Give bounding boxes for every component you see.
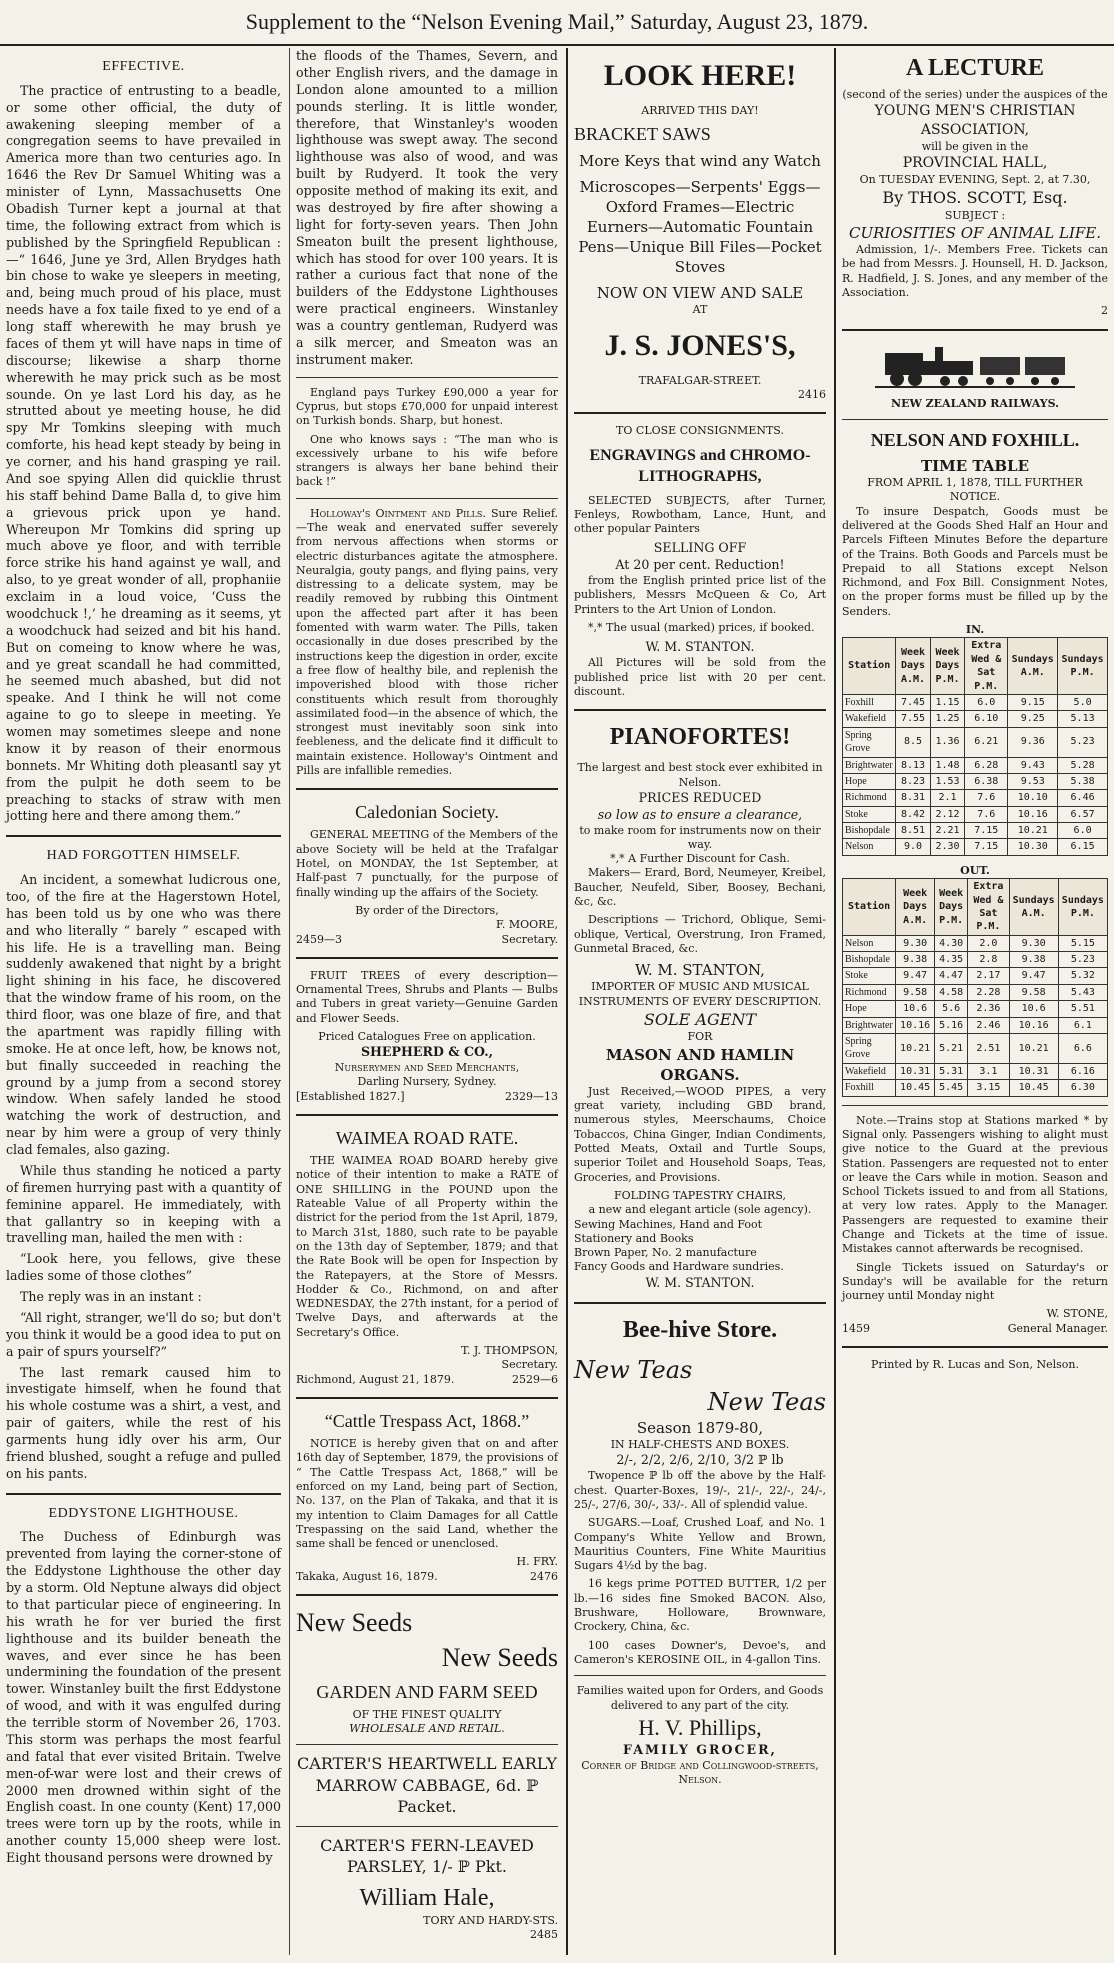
sewing: Sewing Machines, Hand and Foot: [574, 1217, 763, 1231]
header-cell: Week Days P.M.: [930, 638, 964, 695]
new-teas-1: New Teas: [574, 1355, 693, 1384]
table-cell: 7.6: [965, 790, 1008, 806]
table-cell: 6.0: [1058, 823, 1108, 839]
table-cell: Stoke: [843, 968, 896, 984]
table-cell: 1.25: [930, 711, 964, 727]
eddystone-title: EDDYSTONE LIGHTHOUSE.: [48, 1505, 239, 1521]
subject-label: SUBJECT :: [944, 208, 1006, 222]
tuesday: On TUESDAY EVENING, Sept. 2, at 7.30,: [859, 173, 1091, 186]
table-cell: 10.21: [1008, 823, 1058, 839]
forgotten-title: HAD FORGOTTEN HIMSELF.: [46, 848, 241, 864]
microscopes: Microscopes—Serpents' Eggs—Oxford Frames—Electric Eurners—Automatic Fountain Pens—Unique Bill Files—Pocket Stoves: [578, 177, 822, 277]
table-cell: 2.46: [968, 1017, 1009, 1033]
table-cell: 10.16: [1008, 806, 1058, 822]
lecture-num: 2: [1101, 304, 1108, 318]
table-row: [843, 790, 1108, 806]
caledonian-num: 2459—3: [296, 932, 342, 946]
waimea-num: 2529—6: [512, 1372, 558, 1386]
table-cell: 10.21: [1009, 1034, 1058, 1064]
further-discount: *,* A Further Discount for Cash.: [610, 852, 790, 866]
quote-note: One who knows says : “The man who is excessively urbane to his wife before strangers is always her bane behind their back !”: [296, 432, 558, 489]
table-cell: Foxhill: [843, 1080, 896, 1096]
table-cell: 9.25: [1008, 711, 1058, 727]
table-cell: 6.6: [1058, 1034, 1107, 1064]
table-cell: 2.0: [968, 935, 1009, 951]
trafalgar: TRAFALGAR-STREET.: [638, 373, 762, 387]
table-cell: 5.43: [1058, 984, 1107, 1000]
just-received: Just Received,—WOOD PIPES, a very great variety, including GBD brand, numerous styles, Meerschaums, Choice Tobaccos, China Ginger, Indian Condiments, Potted Meats, Oxtail and Turtle Soups, superior Toilet and Household Soaps, Teas, Groceries, and Provisions.: [574, 1084, 826, 1184]
butter-kegs: 16 kegs prime POTTED BUTTER, 1/2 per lb.—16 sides fine Smoked BACON. Also, Brushware, Holloware, Brownware, Crockery, China, &c.: [574, 1577, 826, 1634]
divider: [296, 1744, 558, 1745]
table-row: [843, 694, 1108, 710]
table-cell: 3.1: [968, 1063, 1009, 1079]
shepherd-est: [Established 1827.]: [296, 1089, 405, 1103]
divider: [574, 709, 826, 711]
table-cell: 9.43: [1008, 757, 1058, 773]
divider: [574, 1302, 826, 1304]
table-row: [843, 773, 1108, 789]
waimea-sig: T. J. THOMPSON,: [461, 1344, 558, 1358]
table-cell: 4.58: [935, 984, 968, 1000]
table-row: [843, 952, 1108, 968]
hale-address: TORY AND HARDY-STS.: [423, 1913, 558, 1927]
stanton-3: W. M. STANTON.: [645, 1274, 755, 1290]
table-cell: 6.16: [1058, 1063, 1107, 1079]
lecture-second: (second of the series) under the auspices of the: [842, 88, 1108, 102]
table-cell: Nelson: [843, 935, 896, 951]
header-cell: Sundays A.M.: [1009, 879, 1058, 936]
table-row: [843, 711, 1108, 727]
table-cell: 10.45: [1009, 1080, 1058, 1096]
table-cell: Hope: [843, 1001, 896, 1017]
waimea-role: Secretary.: [501, 1358, 558, 1372]
table-cell: 10.10: [1008, 790, 1058, 806]
stationery: Stationery and Books: [574, 1231, 694, 1245]
header-cell: Week Days A.M.: [896, 638, 930, 695]
divider: [296, 377, 558, 378]
new-teas-2: New Teas: [707, 1387, 826, 1416]
bracket-saws: BRACKET SAWS: [574, 124, 711, 145]
garden-sub2: WHOLESALE AND RETAIL.: [349, 1722, 505, 1736]
waimea-text: THE WAIMEA ROAD BOARD hereby give notice of their intention to make a RATE of ONE SHILLING in the POUND upon the Rateable Value of all Property within the district for the period from the 1st April, 1879, to March 31st, 1880, such rate to be payable on the 13th day of September, 1879; and that the Rate Book will be open for Inspection by the Ratepayers, at the Store of Messrs. Hodder & Co., Richmond, on and after WEDNESDAY, the 27th instant, for a period of Twelve Days, and afterwards at the Secretary's Office.: [296, 1154, 558, 1339]
timetable-in-body: [843, 694, 1108, 855]
stanton-2: W. M. STANTON,: [635, 961, 765, 980]
table-cell: 5.38: [1058, 773, 1108, 789]
train-icon: [875, 341, 1075, 391]
table-cell: 4.30: [935, 935, 968, 951]
table-cell: 7.15: [965, 839, 1008, 855]
railway-note: Note.—Trains stop at Stations marked * by Signal only. Passengers wishing to alight must give notice to the Guard at the previous Station. Passengers are requested not to enter or leave the Cars while in motion. Season and School Tickets issued to and from all Stations, at very low rates. Apply to the Manager. Passengers are requested to examine their Change and Tickets at the time of issue. Mistakes cannot afterwards be recognised.: [842, 1113, 1108, 1256]
table-row: [843, 984, 1108, 1000]
divider: [842, 329, 1108, 331]
effective-title: EFFECTIVE.: [102, 59, 185, 74]
reduction: At 20 per cent. Reduction!: [615, 557, 785, 573]
table-cell: 8.51: [896, 823, 930, 839]
jones-num: 2416: [798, 388, 826, 402]
folding-chairs: FOLDING TAPESTRY CHAIRS,: [614, 1188, 786, 1202]
table-cell: Richmond: [843, 790, 896, 806]
table-cell: 6.1: [1058, 1017, 1107, 1033]
table-cell: Brightwater: [843, 757, 896, 773]
table-cell: 9.58: [896, 984, 935, 1000]
brown-paper: Brown Paper, No. 2 manufacture: [574, 1246, 757, 1260]
table-cell: Bishopdale: [843, 823, 896, 839]
tea-prices: 2/-, 2/2, 2/6, 2/10, 3/2 ℙ lb: [616, 1452, 784, 1468]
header-cell: Week Days P.M.: [935, 879, 968, 936]
caledonian-sig: F. MOORE,: [495, 918, 558, 932]
table-cell: 1.53: [930, 773, 964, 789]
makers: Makers— Erard, Bord, Neumeyer, Kreibel, Baucher, Neufeld, Siber, Boosey, Bechani, &c, &c.: [574, 866, 826, 909]
table-cell: 2.8: [968, 952, 1009, 968]
eddystone-cont: the floods of the Thames, Severn, and other English rivers, and the damage in London alone amounted to a million pounds sterling. It is little wonder, therefore, that Winstanley's wooden lighthouse was swept away. The second lighthouse was also of wood, and was built by Rudyerd. It took the very opposite method of making its exit, and was destroyed by fire after showing a light for forty-seven years. Then John Smeaton built the present lighthouse, which has stood for over 100 years. It is rather a curious fact that none of the builders of the Eddystone Lighthouses were practical engineers. Winstanley was a country gentleman, Rudyerd was a silk mercer, and Smeaton was an instrument maker.: [296, 48, 558, 367]
cattle-num: 2476: [530, 1569, 558, 1583]
holloway-title: Holloway's Ointment and Pills.: [310, 506, 486, 520]
table-cell: Hope: [843, 773, 896, 789]
table-cell: 7.15: [965, 823, 1008, 839]
chests: IN HALF-CHESTS AND BOXES.: [610, 1438, 790, 1452]
table-cell: 9.47: [1009, 968, 1058, 984]
column-4: [834, 48, 1114, 1955]
fruit-text: FRUIT TREES of every description—Ornamental Trees, Shrubs and Plants — Bulbs and Tubers in great variety—Genuine Garden and Flower Seeds.: [296, 968, 558, 1025]
families: Families waited upon for Orders, and Goods delivered to any part of the city.: [576, 1684, 824, 1712]
descriptions: Descriptions — Trichord, Oblique, Semi-oblique, Vertical, Overstrung, Iron Framed, Gunmetal Braced, &c.: [574, 913, 826, 955]
divider: [842, 1105, 1108, 1106]
table-cell: 5.16: [935, 1017, 968, 1033]
divider: [842, 1346, 1108, 1348]
divider: [296, 498, 558, 499]
column-3: [566, 48, 832, 1955]
waimea-title: WAIMEA ROAD RATE.: [335, 1128, 519, 1149]
table-cell: 5.6: [935, 1001, 968, 1017]
nelson-foxhill: NELSON AND FOXHILL.: [870, 429, 1080, 450]
table-cell: 10.31: [896, 1063, 935, 1079]
header-cell: Station: [843, 638, 896, 695]
caledonian-by: By order of the Directors,: [355, 903, 499, 917]
william-hale: William Hale,: [359, 1884, 495, 1911]
table-cell: 5.21: [935, 1034, 968, 1064]
by-scott: By THOS. SCOTT, Esq.: [882, 188, 1068, 208]
holloway-text: Sure Relief.—The weak and enervated suffer severely from nervous affections when storms or electric disturbances agitate the atmosphere. Neuralgia, gouty pangs, and flying pains, very distressing to a delicate system, may be readily removed by rubbing this Ointment upon the affected part after it has been fomented with warm water. The Pills, taken occasionally in due doses prescribed by the instructions keep the digestion in order, excite a free flow of healthy bile, and replenish the impoverished blood with those richer constituents which result from thoroughly assimilated food—in the absence of which, the strongest must inevitably soon sink into feebleness, and the delicate find it difficult to maintain existence. Holloway's Ointment and Pills are infallible remedies.: [296, 506, 558, 778]
table-row: [843, 968, 1108, 984]
eddystone-text: The Duchess of Edinburgh was prevented from laying the corner-stone of the Eddystone Lighthouse the other day by a storm. Old Neptune always did object to that particular piece of engineering. In his wrath he for ver buried the first lighthouse and its builder beneath the waves, and ever since he has been undermining the foundation of the present tower. Winstanley built the first Eddystone of wood, and with it was engulfed during the terrible storm of November 26, 1703. This storm was perhaps the most fearful and fatal that ever visited Britain. Twelve men-of-war were lost and their crews of 2000 men drowned within sight of the English coast. In one county (Kent) 17,000 trees were torn up by the roots, while in another county 15,000 sheep were lost. Eight thousand persons were drowned by: [6, 1529, 281, 1865]
from-date: FROM APRIL 1, 1878, TILL FURTHER NOTICE.: [867, 476, 1083, 504]
divider: [574, 1675, 826, 1676]
table-row: [843, 727, 1108, 757]
table-cell: 10.31: [1009, 1063, 1058, 1079]
table-cell: 9.53: [1008, 773, 1058, 789]
from-list: from the English printed price list of the publishers, Messrs McQueen & Co, Art Printers to the Art Union of London.: [574, 574, 826, 616]
kerosine: 100 cases Downer's, Devoe's, and Cameron's KEROSINE OIL, in 4-gallon Tins.: [574, 1638, 826, 1666]
selected: SELECTED SUBJECTS, after Turner, Fenleys, Rowbotham, Lance, Hunt, and other popular Painters: [574, 493, 826, 536]
garden-sub: OF THE FINEST QUALITY: [352, 1707, 502, 1721]
table-cell: 5.51: [1058, 1001, 1107, 1017]
on-view: NOW ON VIEW AND SALE: [596, 284, 804, 303]
cyprus-note: England pays Turkey £90,000 a year for Cyprus, but stops £70,000 for unpaid interest on Turkish bonds. Sharp, but honest.: [296, 385, 558, 428]
divider: [296, 1114, 558, 1116]
phillips: H. V. Phillips,: [638, 1714, 762, 1740]
table-cell: 8.13: [896, 757, 930, 773]
table-cell: 10.45: [896, 1080, 935, 1096]
column-2: [289, 48, 564, 1955]
look-here: LOOK HERE!: [603, 59, 797, 92]
table-cell: 8.23: [896, 773, 930, 789]
table-cell: 5.0: [1058, 694, 1108, 710]
table-cell: 2.21: [930, 823, 964, 839]
beehive-store: Bee-hive Store.: [622, 1316, 778, 1343]
header-cell: Week Days A.M.: [896, 879, 935, 936]
table-cell: Spring Grove: [843, 1034, 896, 1064]
caledonian-role: Secretary.: [501, 932, 558, 946]
table-cell: 6.0: [965, 694, 1008, 710]
stone-sig: W. STONE,: [1046, 1307, 1108, 1321]
table-cell: 6.15: [1058, 839, 1108, 855]
table-cell: 1.48: [930, 757, 964, 773]
shepherd-loc: Darling Nursery, Sydney.: [357, 1075, 497, 1089]
shepherd-num: 2329—13: [505, 1089, 558, 1103]
twopence: Twopence ℙ lb off the above by the Half-chest. Quarter-Boxes, 19/-, 21/-, 22/-, 24/-, 25/-, 27/6, 30/-, 33/-. All of splendid value.: [574, 1469, 826, 1511]
printed-by: Printed by R. Lucas and Son, Nelson.: [871, 1358, 1079, 1372]
curiosities: CURIOSITIES OF ANIMAL LIFE.: [848, 224, 1102, 243]
column-1: [0, 48, 287, 1955]
engravings: ENGRAVINGS and CHROMO-LITHOGRAPHS,: [589, 446, 811, 486]
caledonian-text: GENERAL MEETING of the Members of the above Society will be held at the Trafalgar Hotel, on MONDAY, the 1st September, at Half-past 7 punctually, for the purpose of finally winding up the affairs of the Society.: [296, 828, 558, 899]
lecture-title: A LECTURE: [905, 55, 1045, 81]
table-row: [843, 935, 1108, 951]
table-cell: 9.38: [1009, 952, 1058, 968]
table-cell: 10.30: [1008, 839, 1058, 855]
header-cell: Sundays P.M.: [1058, 638, 1108, 695]
table-cell: 2.17: [968, 968, 1009, 984]
waimea-date: Richmond, August 21, 1879.: [296, 1372, 455, 1386]
table-cell: 5.31: [935, 1063, 968, 1079]
timetable-out: [842, 878, 1108, 1096]
shepherd-sub: Nurserymen and Seed Merchants,: [334, 1061, 520, 1075]
table-cell: Stoke: [843, 806, 896, 822]
nz-railways: NEW ZEALAND RAILWAYS.: [891, 396, 1059, 410]
table-cell: 9.30: [896, 935, 935, 951]
fancy-goods: Fancy Goods and Hardware sundries.: [574, 1260, 784, 1274]
provincial-hall: PROVINCIAL HALL,: [902, 155, 1048, 172]
table-cell: Wakefield: [843, 711, 896, 727]
importer: IMPORTER OF MUSIC AND MUSICAL INSTRUMENTS OF EVERY DESCRIPTION.: [578, 980, 822, 1008]
table-cell: 8.31: [896, 790, 930, 806]
table-cell: 5.15: [1058, 935, 1107, 951]
clearance: so low as to ensure a clearance,: [597, 806, 803, 822]
table-cell: 2.28: [968, 984, 1009, 1000]
railway-num: 1459: [842, 1321, 870, 1335]
timetable-out-body: [843, 935, 1108, 1096]
table-cell: 7.45: [896, 694, 930, 710]
hale-num: 2485: [530, 1928, 558, 1942]
prices-reduced: PRICES REDUCED: [638, 789, 762, 805]
table-cell: 9.47: [896, 968, 935, 984]
largest-stock: The largest and best stock ever exhibited in Nelson.: [577, 761, 823, 789]
divider: [296, 1826, 558, 1827]
table-row: [843, 1001, 1108, 1017]
out-label: OUT.: [960, 863, 990, 877]
pianofortes: PIANOFORTES!: [609, 724, 791, 751]
table-cell: 10.16: [896, 1017, 935, 1033]
mason-hamlin: MASON AND HAMLIN ORGANS.: [605, 1045, 795, 1084]
table-row: [843, 823, 1108, 839]
header-cell: Sundays P.M.: [1058, 879, 1107, 936]
table-cell: 5.13: [1058, 711, 1108, 727]
table-cell: Bishopdale: [843, 952, 896, 968]
effective-text: The practice of entrusting to a beadle, or some other official, the duty of awakening sleeping member of a congregation seems to have prevailed in America more than two centuries ago. In 1646 the Rev Dr Samuel Whiting was a minister of Lynn, Massachusetts One Obadish Turner kept a journal at that time, the following extract from which is published by the Springfield Republican :—“ 1646, June ye 3rd, Allen Brydges hath bin chose to wake ye sleepers in meeting, and, being much proud of his place, must needs have a fox taile fixed to ye end of a long staff wherewith he may brush ye faces of them yt will have naps in time of discourse; likewise a sharp thorne wherewith he may prick such as be most sounde. On ye last Lord his day, as he strutted about ye meeting house, he did spy Mr Tomkins sleeping with much comforte, his head kept steady by being in ye corner, and his hand grasping ye rail. And soe spying Allen did quicklie thrust his staff behind Dame Balla d, to give him a grievous prick upon ye hand. Whereupon Mr Tomkins did spring up much above ye floor, and with terrible force strike his hand against ye wall, and also, to ye great wonder of all, prophaniie exclaim in a loud voice, ‘Cuss the woodchuck !,’ he dreaming as it seems, yt a woodchuck had seized and bit his hand. But on comeing to know where he was, and ye great scandall he had committed, he seemed much abashed, but did not speake. And I think he will not come againe to go to sleepe in meeting. Ye women may sometimes sleepe and none know it by reason of their enormous bonnets. Mr Whiting doth pleasantl say yt from the pulpit he doth seem to be preaching to stacks of straw with men jotting here and there among them.”: [6, 82, 281, 824]
garden-title: GARDEN AND FARM SEED: [316, 1681, 538, 1702]
caledonian-title: Caledonian Society.: [355, 802, 499, 823]
time-table: TIME TABLE: [920, 457, 1030, 476]
divider: [842, 419, 1108, 420]
divider: [296, 788, 558, 790]
table-cell: 10.16: [1009, 1017, 1058, 1033]
carter-parsley: CARTER'S FERN-LEAVED PARSLEY, 1/- ℙ Pkt.: [320, 1835, 534, 1877]
table-row: [843, 757, 1108, 773]
seeds-line-2: New Seeds: [441, 1642, 558, 1672]
divider: [296, 1594, 558, 1596]
table-cell: Wakefield: [843, 1063, 896, 1079]
admission: Admission, 1/-. Members Free. Tickets can be had from Messrs. J. Hounsell, H. D. Jackson, R. Hadfield, J. S. Jones, and any member of the Association.: [842, 243, 1108, 300]
table-cell: 8.5: [896, 727, 930, 757]
make-room: to make room for instruments now on their way.: [579, 823, 821, 851]
table-cell: 5.23: [1058, 952, 1107, 968]
table-cell: Foxhill: [843, 694, 896, 710]
table-cell: 10.21: [896, 1034, 935, 1064]
table-cell: 6.28: [965, 757, 1008, 773]
usual-prices: *,* The usual (marked) prices, if booked.: [588, 621, 815, 635]
table-cell: 3.15: [968, 1080, 1009, 1096]
divider: [6, 1493, 281, 1495]
table-cell: 4.35: [935, 952, 968, 968]
general-manager: General Manager.: [1007, 1321, 1108, 1335]
table-row: [843, 1080, 1108, 1096]
table-cell: 6.38: [965, 773, 1008, 789]
table-cell: 6.21: [965, 727, 1008, 757]
table-row: [843, 839, 1108, 855]
table-cell: 6.30: [1058, 1080, 1107, 1096]
cattle-date: Takaka, August 16, 1879.: [296, 1569, 438, 1583]
more-keys: More Keys that wind any Watch: [579, 151, 821, 170]
selling-off: SELLING OFF: [653, 540, 747, 556]
in-label: IN.: [965, 623, 985, 637]
at: AT: [692, 303, 708, 317]
corner: Corner of Bridge and Collingwood-streets, Nelson.: [581, 1759, 819, 1787]
cattle-sig: H. FRY.: [516, 1555, 558, 1569]
table-cell: Brightwater: [843, 1017, 896, 1033]
table-cell: 2.1: [930, 790, 964, 806]
all-pictures: All Pictures will be sold from the published price list with 20 per cent. discount.: [574, 656, 826, 698]
close-consignments: TO CLOSE CONSIGNMENTS.: [616, 424, 784, 438]
table-cell: Spring Grove: [843, 727, 896, 757]
divider: [296, 957, 558, 959]
table-cell: 4.47: [935, 968, 968, 984]
table-cell: 5.32: [1058, 968, 1107, 984]
single-tickets: Single Tickets issued on Saturday's or Sunday's will be available for the return journey until Monday night: [842, 1260, 1108, 1303]
header-cell: Station: [843, 879, 896, 936]
sugars: SUGARS.—Loaf, Crushed Loaf, and No. 1 Company's White Yellow and Brown, Mauritius Counters, Fine White Mauritius Sugars 4½d by the bag.: [574, 1516, 826, 1573]
table-row: [843, 1034, 1108, 1064]
header-cell: Extra Wed & Sat P.M.: [965, 638, 1008, 695]
table-row: [843, 1017, 1108, 1033]
cattle-text: NOTICE is hereby given that on and after 16th day of September, 1879, the provisions of “ The Cattle Trespass Act, 1868,” will be enforced on my Land, being part of Section, No. 137, on the Plan of Takaka, and that it is my intention to Claim Damages for all Cattle Trespassing on the said Land, whether the same shall be fenced or unenclosed.: [296, 1437, 558, 1551]
table-cell: 8.42: [896, 806, 930, 822]
masthead: Supplement to the “Nelson Evening Mail,” Saturday, August 23, 1879.: [0, 0, 1114, 46]
table-cell: 2.51: [968, 1034, 1009, 1064]
table-cell: 1.15: [930, 694, 964, 710]
forgotten-p2: While thus standing he noticed a party of firemen hurrying past with a quantity of feminine apparel. He immediately, with that gallantry so in keeping with a travelling man, hailed the men with :: [6, 1162, 281, 1246]
shepherd-name: SHEPHERD & CO.,: [360, 1044, 494, 1060]
table-cell: 6.46: [1058, 790, 1108, 806]
header-cell: Sundays A.M.: [1008, 638, 1058, 695]
ymca: YOUNG MEN'S CHRISTIAN ASSOCIATION,: [874, 103, 1076, 139]
forgotten-p4: The reply was in an instant :: [20, 1289, 202, 1304]
carter-cabbage: CARTER'S HEARTWELL EARLY MARROW CABBAGE, 6d. ℙ Packet.: [297, 1754, 557, 1817]
table-cell: 9.38: [896, 952, 935, 968]
table-cell: 7.6: [965, 806, 1008, 822]
table-cell: 10.6: [1009, 1001, 1058, 1017]
divider: [296, 1397, 558, 1399]
table-cell: 5.23: [1058, 727, 1108, 757]
table-cell: 9.0: [896, 839, 930, 855]
table-cell: 2.30: [930, 839, 964, 855]
table-cell: 6.57: [1058, 806, 1108, 822]
for: FOR: [687, 1030, 713, 1044]
table-cell: 5.28: [1058, 757, 1108, 773]
cattle-title: “Cattle Trespass Act, 1868.”: [324, 1410, 530, 1431]
table-cell: Nelson: [843, 839, 896, 855]
table-cell: 2.36: [968, 1001, 1009, 1017]
season: Season 1879-80,: [636, 1419, 764, 1438]
table-cell: 6.10: [965, 711, 1008, 727]
arrived: ARRIVED THIS DAY!: [641, 104, 759, 118]
table-cell: 9.58: [1009, 984, 1058, 1000]
forgotten-p5: “All right, stranger, we'll do so; but don't you think it would be a good idea to put on a pair of spurs yourself?”: [6, 1309, 281, 1359]
forgotten-p1: An incident, a somewhat ludicrous one, too, of the fire at the Hagerstown Hotel, has been told us by one who was there and who literally “ barely ” escaped with his life. He is a travelling man. Being suddenly awakened that night by a bright light shining in his face, he discovered that the window frame of his room, on the third floor, was one blaze of fire, and that the apartment was rapidly filling with smoke. He at once left, how, be knows not, but finally succeeded in reaching the ground by a jump from a second storey window. When safely landed he stood watching the work of destruction, and near by him were a group of very thinly clad females, also gazing.: [6, 872, 281, 1157]
table-cell: 10.6: [896, 1001, 935, 1017]
table-cell: 2.12: [930, 806, 964, 822]
forgotten-p6: The last remark caused him to investigate himself, when he found that his whole costume was a shirt, a vest, and pair of gaiters, while the rest of his garments hung idly over his arm, Our friend blushed, sought a refuge and pulled on his pants.: [6, 1364, 281, 1481]
fruit-catalogues: Priced Catalogues Free on application.: [318, 1030, 536, 1044]
timetable-in: [842, 637, 1108, 855]
table-row: [843, 1063, 1108, 1079]
jones-name: J. S. JONES'S,: [604, 328, 796, 362]
table-cell: Richmond: [843, 984, 896, 1000]
family-grocer: FAMILY GROCER,: [623, 1742, 777, 1758]
table-cell: 9.15: [1008, 694, 1058, 710]
table-cell: 9.30: [1009, 935, 1058, 951]
sole-agent: SOLE AGENT: [643, 1009, 757, 1029]
seeds-line-1: New Seeds: [296, 1608, 413, 1638]
table-row: [843, 806, 1108, 822]
table-cell: 9.36: [1008, 727, 1058, 757]
folding-sub: a new and elegant article (sole agency).: [588, 1203, 812, 1217]
header-cell: Extra Wed & Sat P.M.: [968, 879, 1009, 936]
table-cell: 1.36: [930, 727, 964, 757]
divider: [574, 412, 826, 414]
divider: [6, 835, 281, 837]
table-cell: 5.45: [935, 1080, 968, 1096]
insure-despatch: To insure Despatch, Goods must be delivered at the Goods Shed Half an Hour and Parcels Fifteen Minutes Before the departure of the Trains. Both Goods and Parcels must be Prepaid to all Stations except Nelson Richmond, and Fox Bill. Consignment Notes, on the proper forms must be filled up by the Senders.: [842, 504, 1108, 618]
given-in: will be given in the: [921, 139, 1029, 153]
forgotten-p3: “Look here, you fellows, give these ladies some of those clothes”: [6, 1251, 281, 1284]
stanton-1: W. M. STANTON.: [645, 639, 755, 655]
table-cell: 7.55: [896, 711, 930, 727]
